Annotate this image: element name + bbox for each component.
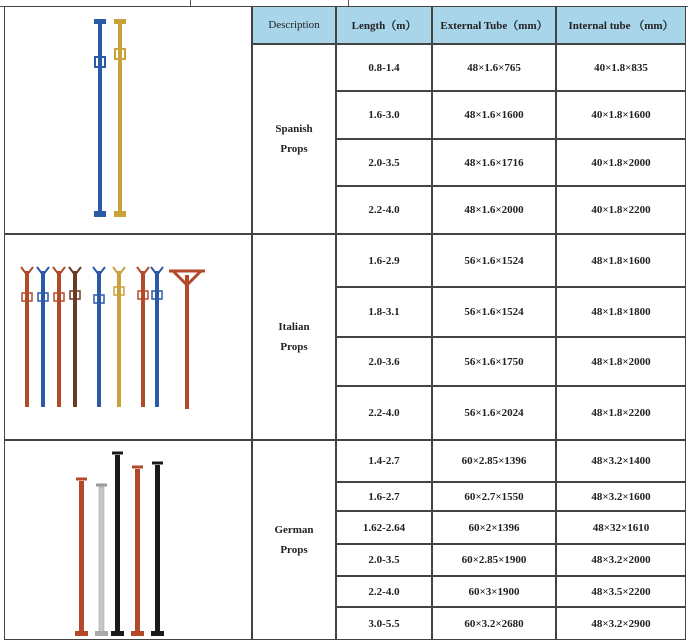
- table-cell-internal: 40×1.8×1600: [556, 91, 686, 139]
- table-cell-length: 1.4-2.7: [336, 440, 432, 482]
- spanish-props-image: [4, 6, 252, 234]
- table-cell-external: 48×1.6×2000: [432, 186, 556, 234]
- spanish-props-illustration: [5, 7, 253, 235]
- table-cell-internal: 48×3.5×2200: [556, 576, 686, 607]
- gold-prop-base: [114, 211, 126, 217]
- table-cell-external: 60×3.2×2680: [432, 607, 556, 640]
- table-cell-external: 56×1.6×1524: [432, 287, 556, 337]
- table-cell-internal: 48×1.8×1800: [556, 287, 686, 337]
- table-cell-length: 1.62-2.64: [336, 511, 432, 544]
- table-cell-length: 2.0-3.5: [336, 139, 432, 186]
- table-cell-external: 60×2.85×1900: [432, 544, 556, 576]
- table-cell-external: 56×1.6×2024: [432, 386, 556, 440]
- table-cell-internal: 48×1.8×1600: [556, 234, 686, 287]
- table-cell-length: 1.8-3.1: [336, 287, 432, 337]
- table-cell-external: 60×2.85×1396: [432, 440, 556, 482]
- table-cell-internal: 40×1.8×835: [556, 44, 686, 91]
- table-cell-external: 48×1.6×765: [432, 44, 556, 91]
- italian-props-image: [4, 234, 252, 440]
- table-cell-internal: 40×1.8×2000: [556, 139, 686, 186]
- table-cell-external: 60×3×1900: [432, 576, 556, 607]
- table-cell-length: 1.6-3.0: [336, 91, 432, 139]
- table-cell-internal: 48×32×1610: [556, 511, 686, 544]
- group-name-line1: Spanish: [275, 123, 313, 135]
- table-cell-external: 56×1.6×1524: [432, 234, 556, 287]
- italian-props-label: [252, 234, 336, 440]
- table-cell-internal: 48×3.2×2000: [556, 544, 686, 576]
- group-name-line2: Props: [280, 143, 308, 155]
- table-cell-length: 2.2-4.0: [336, 186, 432, 234]
- table-cell-length: 2.2-4.0: [336, 386, 432, 440]
- table-cell-external: 56×1.6×1750: [432, 337, 556, 386]
- table-cell-external: 60×2.7×1550: [432, 482, 556, 511]
- table-cell-internal: 48×3.2×1600: [556, 482, 686, 511]
- german-prop-row: [75, 453, 164, 636]
- blue-prop-head: [94, 19, 106, 24]
- table-cell-internal: 48×3.2×1400: [556, 440, 686, 482]
- table-cell-external: 60×2×1396: [432, 511, 556, 544]
- group-name-line2: Props: [280, 341, 308, 353]
- table-cell-internal: 48×1.8×2000: [556, 337, 686, 386]
- table-cell-length: 3.0-5.5: [336, 607, 432, 640]
- blue-prop-base: [94, 211, 106, 217]
- spanish-props-label: [252, 44, 336, 234]
- table-cell-external: 48×1.6×1600: [432, 91, 556, 139]
- table-cell-length: 1.6-2.7: [336, 482, 432, 511]
- table-cell-external: 48×1.6×1716: [432, 139, 556, 186]
- table-cell-internal: 48×3.2×2900: [556, 607, 686, 640]
- header-external-tube: External Tube（mm）: [432, 6, 556, 44]
- table-cell-length: 2.2-4.0: [336, 576, 432, 607]
- german-props-illustration: [5, 441, 253, 641]
- table-cell-length: 0.8-1.4: [336, 44, 432, 91]
- german-props-label: [252, 440, 336, 640]
- table-cell-length: 1.6-2.9: [336, 234, 432, 287]
- gold-prop-head: [114, 19, 126, 24]
- group-name-line1: Italian: [278, 321, 310, 333]
- german-props-image: [4, 440, 252, 640]
- table-cell-length: 2.0-3.6: [336, 337, 432, 386]
- group-name-line1: German: [274, 524, 314, 536]
- table-cell-internal: 40×1.8×2200: [556, 186, 686, 234]
- gold-prop-tube: [118, 23, 122, 213]
- table-cell-internal: 48×1.8×2200: [556, 386, 686, 440]
- header-internal-tube: Internal tube （mm）: [556, 6, 686, 44]
- blue-prop-tube: [98, 23, 102, 213]
- header-length: Length（m）: [336, 6, 432, 44]
- italian-props-illustration: [5, 235, 253, 441]
- header-description: Description: [252, 6, 336, 44]
- italian-prop-row: [21, 267, 205, 409]
- table-cell-length: 2.0-3.5: [336, 544, 432, 576]
- group-name-line2: Props: [280, 544, 308, 556]
